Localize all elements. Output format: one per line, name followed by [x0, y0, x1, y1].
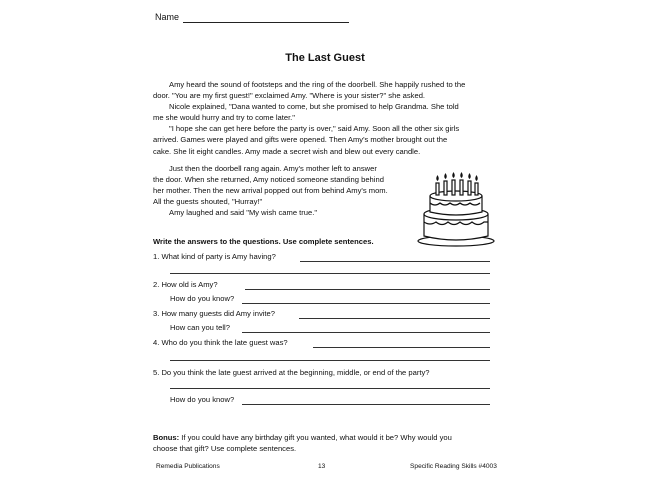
bonus-question — [153, 432, 498, 454]
answer-line-2b[interactable] — [242, 303, 490, 304]
answer-line-2a[interactable] — [245, 289, 490, 290]
story-line: her mother. Then the new arrival popped out from behind Amy's mom. — [153, 186, 388, 196]
answer-line-4a[interactable] — [313, 347, 490, 348]
question-2: 2. How old is Amy? — [153, 280, 218, 289]
footer-series: Specific Reading Skills #4003 — [410, 463, 497, 470]
story-line: Amy laughed and said "My wish came true." — [169, 208, 318, 218]
question-5-followup: How do you know? — [170, 395, 235, 404]
footer-page-number: 13 — [318, 463, 326, 470]
answer-line-1b[interactable] — [170, 273, 490, 274]
question-3: 3. How many guests did Amy invite? — [153, 309, 275, 318]
question-4: 4. Who do you think the late guest was? — [153, 338, 288, 347]
bonus-label: Bonus: — [153, 433, 180, 442]
answer-line-1a[interactable] — [300, 261, 490, 262]
bonus-text-2: choose that gift? Use complete sentences. — [153, 444, 297, 453]
question-1: 1. What kind of party is Amy having? — [153, 252, 276, 261]
question-2-followup: How do you know? — [170, 294, 235, 303]
story-line: cake. She lit eight candles. Amy made a secret wish and blew out every candle. — [153, 146, 421, 156]
story-text — [153, 79, 498, 157]
story-line: "I hope she can get here before the party is over," said Amy. Soon all the other six girls — [169, 124, 460, 134]
story-line: door. "You are my first guest!" exclaimed Amy. "Where is your sister?" she asked. — [153, 91, 426, 101]
story-text-continued — [153, 163, 413, 218]
story-line: the door. When she returned, Amy noticed someone standing behind — [153, 175, 384, 185]
story-line: All the guests shouted, "Hurray!" — [153, 197, 263, 207]
bonus-text-1: If you could have any birthday gift you wanted, what would it be? Why would you — [179, 433, 452, 442]
story-line: Just then the doorbell rang again. Amy's mother left to answer — [169, 164, 377, 173]
answer-line-4b[interactable] — [170, 360, 490, 361]
answer-line-5a[interactable] — [170, 388, 490, 389]
name-label: Name — [155, 12, 180, 22]
story-line: arrived. Games were played and gifts were opened. Then Amy's mother brought out the — [153, 135, 448, 145]
answer-line-5b[interactable] — [242, 404, 490, 405]
question-5: 5. Do you think the late guest arrived at the beginning, middle, or end of the party? — [153, 368, 430, 377]
birthday-cake-icon — [416, 170, 496, 248]
story-line: Amy heard the sound of footsteps and the ring of the doorbell. She happily rushed to the — [169, 80, 466, 89]
footer-publisher: Remedia Publications — [156, 463, 220, 470]
answer-line-3a[interactable] — [299, 318, 490, 319]
question-3-followup: How can you tell? — [170, 323, 230, 332]
story-line: me she would hurry and try to come later." — [153, 113, 295, 123]
answer-line-3b[interactable] — [242, 332, 490, 333]
instructions: Write the answers to the questions. Use complete sentences. — [153, 237, 374, 246]
name-line — [183, 22, 349, 23]
story-line: Nicole explained, "Dana wanted to come, but she promised to help Grandma. She told — [169, 102, 459, 112]
page-title: The Last Guest — [285, 52, 365, 64]
